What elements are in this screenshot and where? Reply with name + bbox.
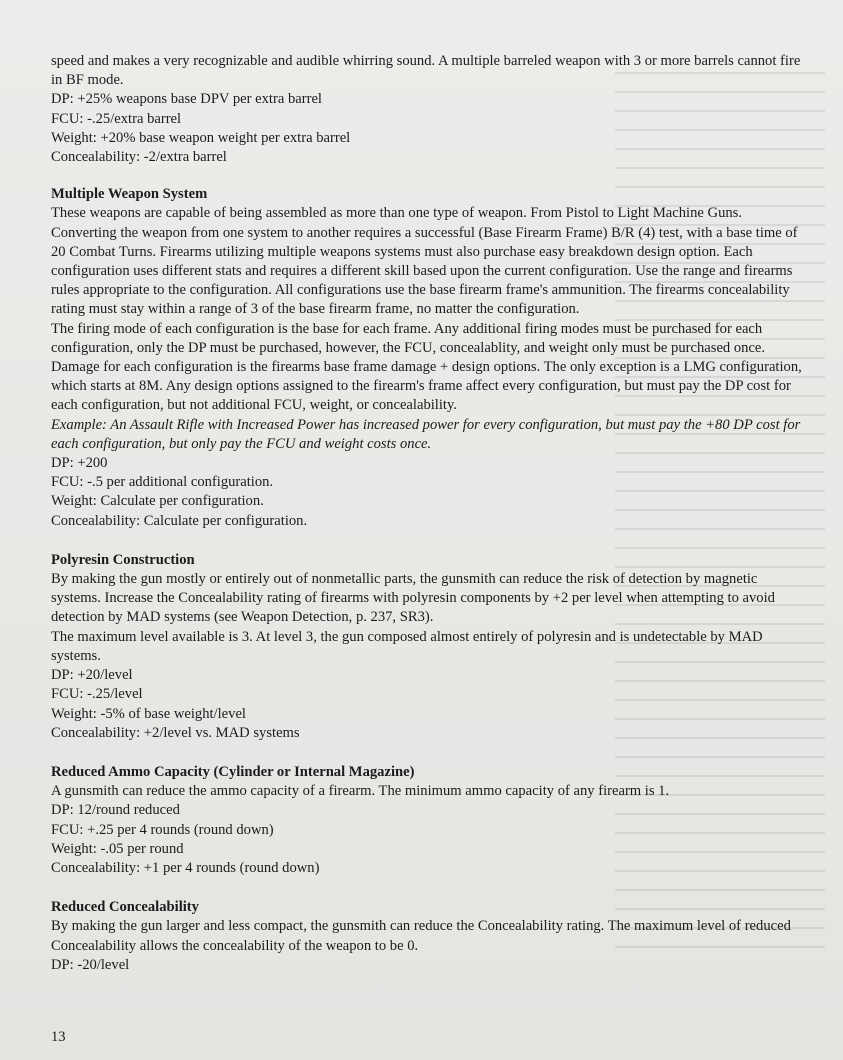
polyresin-fcu: FCU: -.25/level [51, 686, 143, 703]
reduced-ammo-dp: DP: 12/round reduced [51, 802, 180, 819]
fragment-weight: Weight: +20% base weapon weight per extra barrel [51, 129, 351, 146]
reduced-concealability-paragraph-1: By making the gun larger and less compact, the gunsmith can reduce the Concealability rating. The maximum level of reduced Concealability allows the concealability of the weapon to be 0. [51, 918, 791, 954]
fragment-fcu: FCU: -.25/extra barrel [51, 110, 182, 127]
polyresin-dp: DP: +20/level [51, 667, 133, 684]
section-heading-reduced-ammo-capacity: Reduced Ammo Capacity (Cylinder or Internal Magazine) [51, 763, 415, 780]
mws-weight: Weight: Calculate per configuration. [51, 493, 264, 510]
reduced-concealability-dp: DP: -20/level [51, 956, 130, 973]
fragment-dp: DP: +25% weapons base DPV per extra barrel [51, 91, 322, 108]
page-content [51, 52, 803, 975]
reduced-ammo-concealability: Concealability: +1 per 4 rounds (round down) [51, 859, 320, 876]
reduced-ammo-weight: Weight: -.05 per round [51, 840, 184, 857]
mws-paragraph-3: Damage for each configuration is the firearms base frame damage + design options. The only exception is a LMG configuration, which starts at 8M. Any design options assigned to the firearm's frame affect every configuration, but must pay the DP cost for each configuration, but not additional FCU, weight, or concealability. [51, 359, 802, 414]
polyresin-weight: Weight: -5% of base weight/level [51, 705, 246, 722]
fragment-concealability: Concealability: -2/extra barrel [51, 149, 227, 166]
mws-paragraph-2: The firing mode of each configuration is the base for each frame. Any additional firing modes must be purchased for each configuration, only the DP must be purchased, however, the FCU, concealablity, and weight only must be purchased once. [51, 320, 766, 356]
mws-dp: DP: +200 [51, 455, 108, 472]
section-heading-reduced-concealability: Reduced Concealability [51, 899, 199, 916]
section-heading-multiple-weapon-system: Multiple Weapon System [51, 186, 208, 203]
reduced-ammo-paragraph-1: A gunsmith can reduce the ammo capacity of a firearm. The minimum ammo capacity of any firearm is 1. [51, 783, 670, 800]
polyresin-paragraph-1: By making the gun mostly or entirely out of nonmetallic parts, the gunsmith can reduce the risk of detection by magnetic systems. Increase the Concealability rating of firearms with polyresin components by +2 per level when attempting to avoid detection by MAD systems (see Weapon Detection, p. 237, SR3). [51, 571, 775, 626]
mws-concealability: Concealability: Calculate per configuration. [51, 512, 308, 529]
section-heading-polyresin-construction: Polyresin Construction [51, 551, 195, 568]
mws-example: Example: An Assault Rifle with Increased Power has increased power for every configuration, but must pay the +80 DP cost for each configuration, but only pay the FCU and weight costs once. [51, 416, 801, 452]
page-number: 13 [51, 1029, 66, 1045]
mws-paragraph-1: These weapons are capable of being assembled as more than one type of weapon. From Pistol to Light Machine Guns. Converting the weapon from one system to another requires a successful (Base Firearm Frame) B/R (4) test, with a base time of 20 Combat Turns. Firearms utilizing multiple weapons systems must also purchase easy breakdown design option. Each configuration uses different stats and requires a different skill based upon the current configuration. Use the range and firearms rules appropriate to the configuration. All configurations use the base firearm frame's ammunition. The firearms concealability rating must stay within a range of 3 of the base firearm frame, no matter the configuration. [51, 205, 798, 318]
fragment-paragraph: speed and makes a very recognizable and audible whirring sound. A multiple barreled weapon with 3 or more barrels cannot fire in BF mode. [51, 53, 801, 89]
reduced-ammo-fcu: FCU: +.25 per 4 rounds (round down) [51, 821, 274, 838]
polyresin-paragraph-2: The maximum level available is 3. At level 3, the gun composed almost entirely of polyresin and is undetectable by MAD systems. [51, 628, 763, 664]
polyresin-concealability: Concealability: +2/level vs. MAD systems [51, 724, 300, 741]
mws-fcu: FCU: -.5 per additional configuration. [51, 474, 274, 491]
